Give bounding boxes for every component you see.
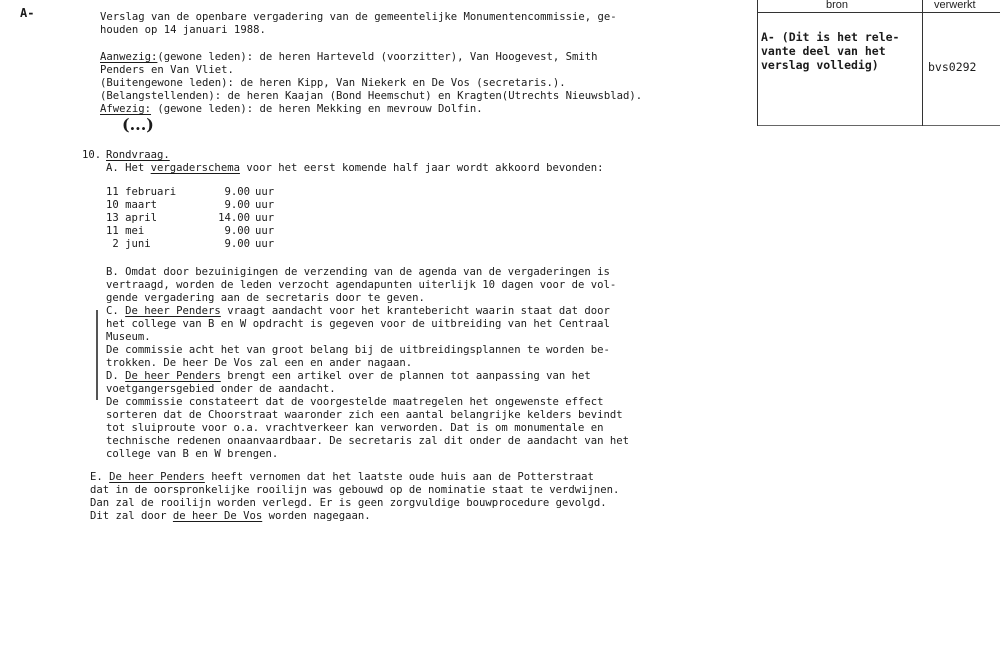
item-e-last-prefix: Dit zal door bbox=[90, 510, 173, 522]
report-title-line-1: Verslag van de openbare vergadering van de gemeentelijke Monumentencommissie, ge- bbox=[100, 11, 617, 23]
item-c-line-1 bbox=[106, 305, 610, 318]
margin-mark bbox=[96, 310, 98, 400]
box-left-line bbox=[757, 0, 758, 126]
schedule-row bbox=[106, 225, 274, 238]
schedule-date: 11 mei bbox=[106, 225, 145, 237]
item-d-line-4: sorteren dat de Choorstraat waaronder zich een aantal belangrijke kelders bevindt bbox=[106, 409, 623, 421]
present-label: Aanwezig: bbox=[100, 51, 158, 63]
item-d-line-2: voetgangersgebied onder de aandacht. bbox=[106, 383, 336, 395]
page-marker: A- bbox=[20, 6, 35, 20]
meeting-schedule bbox=[106, 186, 274, 251]
item-e-last-rest: worden nagegaan. bbox=[262, 510, 371, 522]
source-note-line-2: vante deel van het bbox=[761, 44, 886, 58]
item-a bbox=[106, 162, 604, 175]
item-c-line-4: De commissie acht het van groot belang bij de uitbreidingsplannen te worden be- bbox=[106, 344, 610, 356]
attendance-stakeholders: (Belangstellenden): de heren Kaajan (Bond Heemschut) en Kragten(Utrechts Nieuwsblad). bbox=[100, 90, 643, 102]
item-e-prefix: E. bbox=[90, 471, 110, 483]
attendance-present bbox=[100, 51, 598, 64]
schedule-row bbox=[106, 186, 274, 199]
item-a-keyword: vergaderschema bbox=[150, 162, 240, 174]
source-header: bron bbox=[826, 0, 849, 11]
processed-header: verwerkt bbox=[934, 0, 976, 11]
item-d-prefix: D. bbox=[106, 370, 126, 382]
schedule-unit: uur bbox=[255, 199, 275, 211]
schedule-date: 10 maart bbox=[106, 199, 158, 211]
attendance-absent bbox=[100, 103, 483, 116]
item-d-line-7: college van B en W brengen. bbox=[106, 448, 279, 460]
schedule-date: 2 juni bbox=[106, 238, 151, 250]
section-number: 10. bbox=[82, 149, 102, 161]
processed-reference: bvs0292 bbox=[928, 60, 977, 74]
box-divider-line bbox=[922, 0, 923, 126]
schedule-row bbox=[106, 238, 274, 251]
schedule-row bbox=[106, 212, 274, 225]
item-c-prefix: C. bbox=[106, 305, 126, 317]
item-c-name: De heer Penders bbox=[125, 305, 221, 317]
item-d-name: De heer Penders bbox=[125, 370, 221, 382]
item-e-line-3: Dan zal de rooilijn worden verlegd. Er is geen zorgvuldige bouwprocedure gevolgd. bbox=[90, 497, 607, 509]
item-d-line-3: De commissie constateert dat de voorgestelde maatregelen het ongewenste effect bbox=[106, 396, 604, 408]
absent-text: (gewone leden): de heren Mekking en mevrouw Dolfin. bbox=[151, 103, 483, 115]
item-e-line-4 bbox=[90, 510, 371, 523]
source-note-line-1: A- (Dit is het rele- bbox=[761, 30, 900, 44]
section-title: Rondvraag. bbox=[106, 149, 170, 161]
schedule-unit: uur bbox=[255, 212, 275, 224]
item-b-line-2: vertraagd, worden de leden verzocht agendapunten uiterlijk 10 dagen voor de vol- bbox=[106, 279, 617, 291]
item-e-last-name: de heer De Vos bbox=[172, 510, 263, 522]
omission-mark: (...) bbox=[122, 115, 154, 134]
item-e-line-2: dat in de oorspronkelijke rooilijn was gebouwd op de nominatie staat te verdwijnen. bbox=[90, 484, 620, 496]
absent-label: Afwezig: bbox=[100, 103, 152, 115]
schedule-time: 9.00 bbox=[224, 186, 250, 198]
schedule-date: 13 april bbox=[106, 212, 158, 224]
item-d-line-5: tot sluiproute voor o.a. vrachtverkeer kan verworden. Dat is om monumentale en bbox=[106, 422, 604, 434]
present-text: (gewone leden): de heren Harteveld (voorzitter), Van Hoogevest, Smith bbox=[157, 51, 598, 63]
item-e-name: De heer Penders bbox=[109, 471, 205, 483]
item-b-line-3: gende vergadering aan de secretaris door te geven. bbox=[106, 292, 425, 304]
schedule-row bbox=[106, 199, 274, 212]
item-c-line-3: Museum. bbox=[106, 331, 151, 343]
schedule-time: 9.00 bbox=[224, 225, 250, 237]
box-top-line bbox=[757, 12, 1000, 13]
attendance-present-cont: Penders en Van Vliet. bbox=[100, 64, 234, 76]
item-e-rest: heeft vernomen dat het laatste oude huis aan de Potterstraat bbox=[204, 471, 594, 483]
schedule-unit: uur bbox=[255, 238, 275, 250]
item-d-line-1 bbox=[106, 370, 591, 383]
item-d-rest: brengt een artikel over de plannen tot aanpassing van het bbox=[220, 370, 591, 382]
item-c-line-5: trokken. De heer De Vos zal een en ander nagaan. bbox=[106, 357, 413, 369]
item-a-rest: voor het eerst komende half jaar wordt akkoord bevonden: bbox=[239, 162, 604, 174]
item-d-line-6: technische redenen onaanvaardbaar. De secretaris zal dit onder de aandacht van het bbox=[106, 435, 629, 447]
attendance-extra-members: (Buitengewone leden): de heren Kipp, Van Niekerk en De Vos (secretaris.). bbox=[100, 77, 566, 89]
item-c-line-2: het college van B en W opdracht is gegeven voor de uitbreiding van het Centraal bbox=[106, 318, 610, 330]
item-a-prefix: A. Het bbox=[106, 162, 151, 174]
item-c-rest: vraagt aandacht voor het krantebericht waarin staat dat door bbox=[220, 305, 610, 317]
source-note-line-3: verslag volledig) bbox=[761, 58, 879, 72]
item-b-line-1: B. Omdat door bezuinigingen de verzending van de agenda van de vergaderingen is bbox=[106, 266, 610, 278]
box-bottom-line bbox=[757, 125, 1000, 126]
schedule-time: 9.00 bbox=[224, 199, 250, 211]
report-title-line-2: houden op 14 januari 1988. bbox=[100, 24, 266, 36]
schedule-time: 9.00 bbox=[224, 238, 250, 250]
schedule-unit: uur bbox=[255, 225, 275, 237]
schedule-date: 11 februari bbox=[106, 186, 177, 198]
schedule-unit: uur bbox=[255, 186, 275, 198]
schedule-time: 14.00 bbox=[218, 212, 250, 224]
item-e-line-1 bbox=[90, 471, 594, 484]
